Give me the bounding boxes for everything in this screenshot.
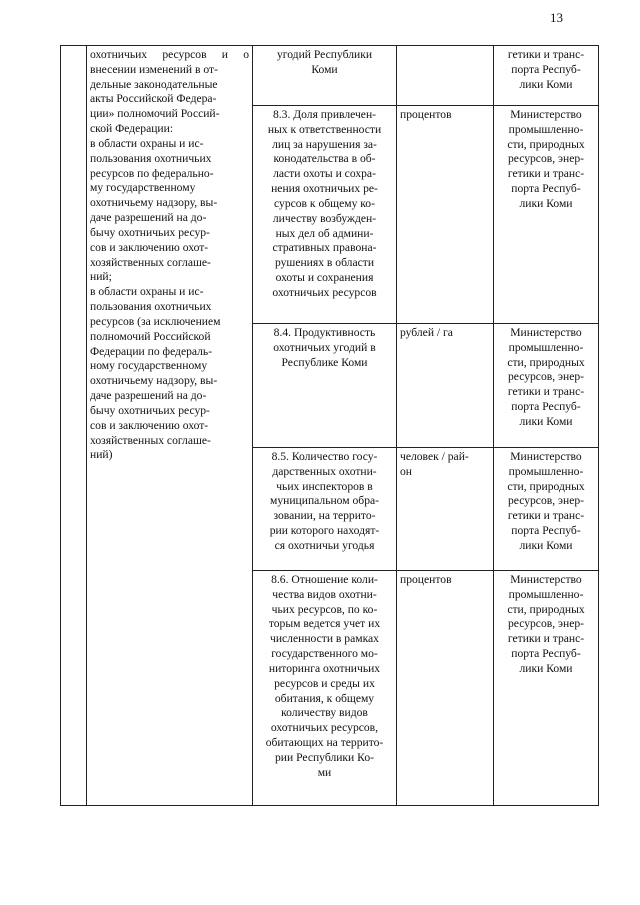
responsible-cell: Министерство промышленно- сти, природных ресурсов, энер- гетики и транс- порта Респуб- лики Коми [494, 571, 599, 806]
responsible-cell: Министерство промышленно- сти, природных ресурсов, энер- гетики и транс- порта Респуб- лики Коми [494, 324, 599, 448]
responsible-cell: гетики и транс- порта Респуб- лики Коми [494, 46, 599, 106]
indicator-cell: 8.4. Продуктивность охотничьих угодий в Республике Коми [253, 324, 397, 448]
indicators-table [60, 45, 599, 806]
indicator-cell: 8.3. Доля привлечен- ных к ответственности лиц за нарушения за- конодательства в об- ласти охоты и сохра- нения охотничьих ре- сурсов к общему ко- личеству возбужден- ных дел об админи- стративных правона- рушениях в области охоты и сохранения охотничьих ресурсов [253, 106, 397, 324]
indicator-cell: угодий Республики Коми [253, 46, 397, 106]
number-cell [61, 46, 87, 806]
responsible-cell: Министерство промышленно- сти, природных ресурсов, энер- гетики и транс- порта Респуб- лики Коми [494, 448, 599, 571]
unit-cell [397, 46, 494, 106]
authority-description-cell: охотничьих ресурсов и о внесении изменений в от- дельные законодательные акты Российской Федера- ции» полномочий Россий- ской Федерации: в области охраны и ис- пользования охотничьих ресурсов по федерально- му государственному охотничьему надзору, вы- даче разрешений на до- бычу охотничьих ресур- сов и заключению охот- хозяйственных соглаше- ний; в области охраны и ис- пользования охотничьих ресурсов (за исключением полномочий Российской Федерации по федераль- ному государственному охотничьему надзору, вы- даче разрешений на до- бычу охотничьих ресур- сов и заключению охот- хозяйственных соглаше- ний) [87, 46, 253, 806]
unit-cell: процентов [397, 571, 494, 806]
unit-cell: рублей / га [397, 324, 494, 448]
indicator-cell: 8.5. Количество госу- дарственных охотни- чьих инспекторов в муниципальном обра- зовании, на террито- рии которого находят- ся охотничьи угодья [253, 448, 397, 571]
page-number: 13 [550, 10, 563, 25]
table-row [61, 46, 599, 106]
unit-cell: человек / рай- он [397, 448, 494, 571]
unit-cell: процентов [397, 106, 494, 324]
responsible-cell: Министерство промышленно- сти, природных ресурсов, энер- гетики и транс- порта Респуб- лики Коми [494, 106, 599, 324]
indicator-cell: 8.6. Отношение коли- чества видов охотни- чьих ресурсов, по ко- торым ведется учет их численности в рамках государственного мо- ниторинга охотничьих ресурсов и среды их обитания, к общему количеству видов охотничьих ресурсов, обитающих на террито- рии Республики Ко- ми [253, 571, 397, 806]
